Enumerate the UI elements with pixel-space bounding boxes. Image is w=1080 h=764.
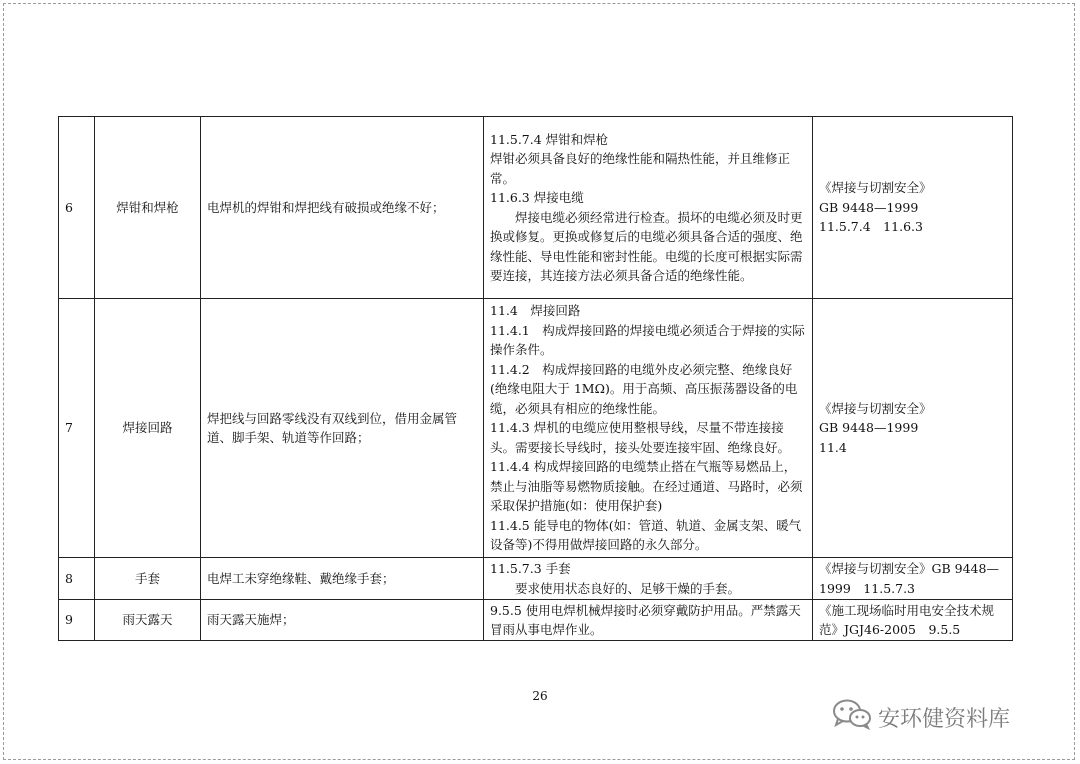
watermark-text: 安环健资料库 — [878, 706, 1011, 732]
item-name: 焊钳和焊枪 — [95, 117, 201, 299]
requirement-line: 11.4 焊接回路 — [490, 303, 581, 319]
hazard-table — [58, 116, 1013, 641]
hazard-description: 电焊机的焊钳和焊把线有破损或绝缘不好； — [201, 117, 484, 299]
item-name: 焊接回路 — [95, 299, 201, 558]
page-number: 26 — [532, 689, 548, 703]
requirement-line: 11.4.5 能导电的物体(如：管道、轨道、金属支架、暖气设备等)不得用做焊接回路的永久部分。 — [490, 517, 802, 553]
standard-line: 《焊接与切割安全》 — [819, 400, 932, 416]
requirement-line: 11.4.1 构成焊接回路的焊接电缆必须适合于焊接的实际操作条件。 — [490, 322, 805, 358]
requirement-line: 焊接电缆必须经常进行检查。损坏的电缆必须及时更换或修复。更换或修复后的电缆必须具备合适的强度、绝缘性能、导电性能和密封性能。电缆的长度可根据实际需要连接，其连接方法必须具备合适的绝缘性能。 — [490, 209, 803, 283]
standard-line: 11.5.7.4 11.6.3 — [819, 219, 923, 235]
hazard-description: 焊把线与回路零线没有双线到位，借用金属管道、脚手架、轨道等作回路； — [201, 299, 484, 558]
requirement-line: 9.5.5 使用电焊机械焊接时必须穿戴防护用品。严禁露天冒雨从事电焊作业。 — [490, 602, 801, 637]
item-name: 雨天露天 — [95, 600, 201, 641]
standard-line: GB 9448—1999 — [819, 420, 919, 436]
requirement-cell — [484, 558, 813, 600]
requirement-cell — [484, 299, 813, 558]
wechat-icon — [832, 698, 878, 736]
standard-cell — [813, 117, 1013, 299]
requirement-line: 要求使用状态良好的、足够干燥的手套。 — [515, 580, 741, 596]
requirement-line: 焊钳必须具备良好的绝缘性能和隔热性能，并且维修正常。 — [490, 151, 791, 186]
table-row — [59, 299, 1013, 558]
standard-cell — [813, 299, 1013, 558]
table-row — [59, 558, 1013, 600]
standard-line: GB 9448—1999 — [819, 199, 919, 215]
requirement-line: 11.4.4 构成焊接回路的电缆禁止搭在气瓶等易燃品上，禁止与油脂等易燃物质接触。在经过通道、马路时，必须采取保护措施(如：使用保护套) — [490, 459, 803, 514]
standard-line: 《焊接与切割安全》GB 9448—1999 11.5.7.3 — [819, 561, 999, 596]
row-number: 7 — [59, 299, 95, 558]
hazard-description: 电焊工未穿绝缘鞋、戴绝缘手套； — [201, 558, 484, 600]
requirement-line: 11.4.3 焊机的电缆应使用整根导线，尽量不带连接接头。需要接长导线时，接头处要连接牢固、绝缘良好。 — [490, 420, 791, 455]
row-number: 8 — [59, 558, 95, 600]
standard-line: 《施工现场临时用电安全技术规范》JGJ46-2005 9.5.5 — [819, 602, 995, 637]
requirement-line: 11.4.2 构成焊接回路的电缆外皮必须完整、绝缘良好(绝缘电阻大于 1MΩ)。用于高频、高压振荡器设备的电缆，必须具有相应的绝缘性能。 — [490, 361, 798, 416]
table-row — [59, 117, 1013, 299]
watermark — [832, 700, 1010, 734]
requirement-line: 11.6.3 焊接电缆 — [490, 190, 584, 205]
requirement-line: 11.5.7.3 手套 — [490, 561, 571, 576]
row-number: 6 — [59, 117, 95, 299]
requirement-line: 11.5.7.4 焊钳和焊枪 — [490, 131, 609, 147]
requirement-cell — [484, 600, 813, 641]
standard-cell — [813, 600, 1013, 641]
standard-line: 《焊接与切割安全》 — [819, 180, 932, 196]
requirement-cell — [484, 117, 813, 299]
item-name: 手套 — [95, 558, 201, 600]
hazard-description: 雨天露天施焊； — [201, 600, 484, 641]
row-number: 9 — [59, 600, 95, 641]
standard-cell — [813, 558, 1013, 600]
table-row — [59, 600, 1013, 641]
standard-line: 11.4 — [819, 439, 847, 455]
